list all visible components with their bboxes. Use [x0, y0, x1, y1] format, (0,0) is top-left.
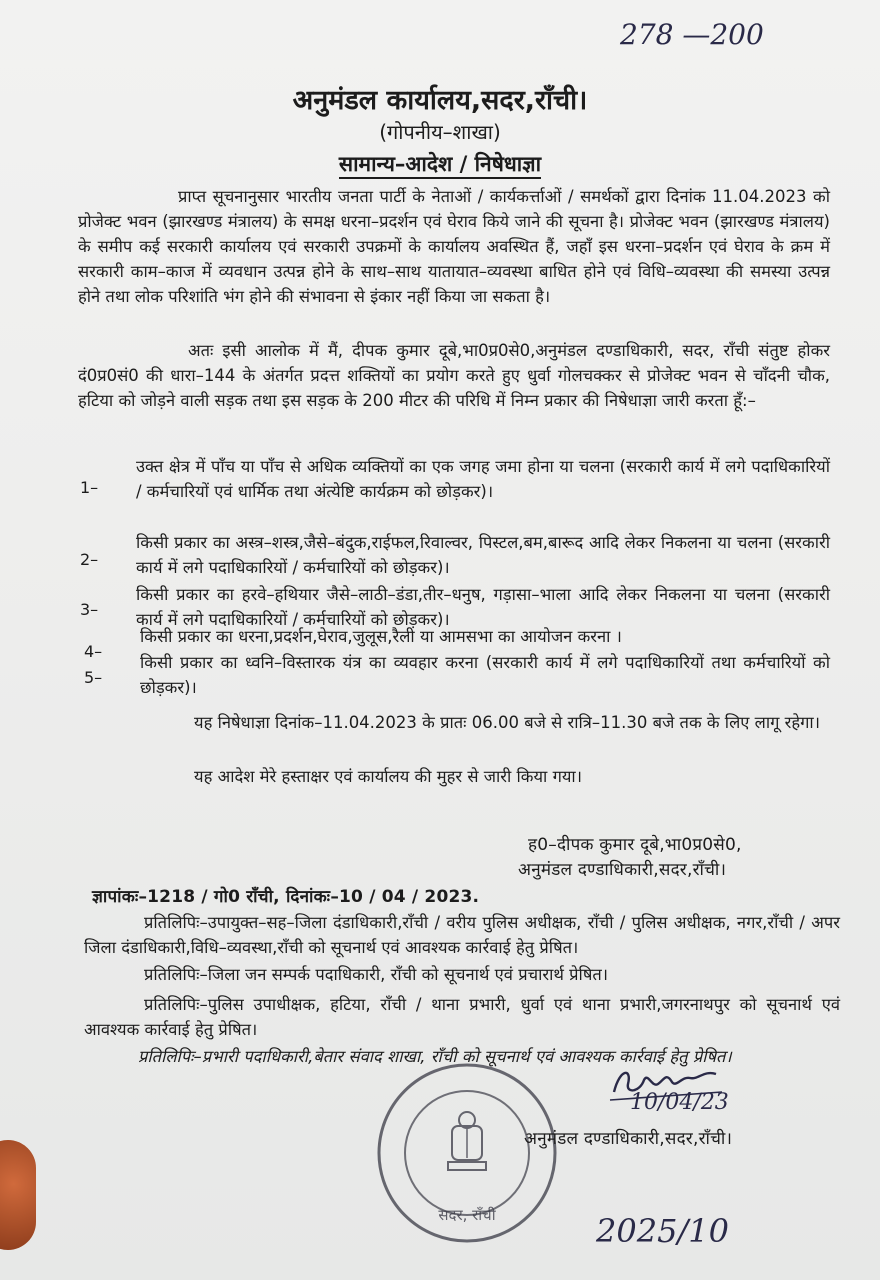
seal-text: सदर, राँची	[438, 1206, 496, 1224]
item-number: 2–	[80, 550, 99, 569]
prohibition-item: किसी प्रकार का धरना,प्रदर्शन,घेराव,जुलूस,रैली या आमसभा का आयोजन करना ।	[140, 627, 622, 646]
signatory-designation: अनुमंडल दण्डाधिकारी,सदर,राँची।	[518, 860, 727, 880]
item-number: 1–	[80, 478, 99, 497]
copy-to-4: प्रतिलिपिः–प्रभारी पदाधिकारी,बेतार संवाद शाखा, राँची को सूचनार्थ एवं आवश्यक कार्रवाई हेतु प्रेषित।	[138, 1047, 732, 1066]
prohibition-item: किसी प्रकार का हरवे–हथियार जैसे–लाठी–डंडा,तीर–धनुष, गड़ासा–भाला आदि लेकर निकलना या चलना (सरकारी कार्य में लगे पदाधिकारियों / कर्मचारियों को छोड़कर)।	[136, 585, 830, 629]
emblem-icon	[448, 1112, 486, 1170]
signatory-name: ह0–दीपक कुमार दूबे,भा0प्र0से0,	[528, 835, 742, 855]
copy-to-1: प्रतिलिपिः–उपायुक्त–सह–जिला दंडाधिकारी,राँची / वरीय पुलिस अधीक्षक, राँची / पुलिस अधीक्षक, नगर,राँची / अपर जिला दंडाधिकारी,विधि–व्यवस्था,राँची को सूचनार्थ एवं आवश्यक कार्रवाई हेतु प्रेषित।	[84, 913, 840, 957]
prohibition-item: किसी प्रकार का अस्त्र–शस्त्र,जैसे–बंदुक,राईफल,रिवाल्वर, पिस्टल,बम,बारूद आदि लेकर निकलना या चलना (सरकारी कार्य में लगे पदाधिकारियों / कर्मचारियों को छोड़कर)।	[136, 533, 830, 577]
section-heading: (गोपनीय–शाखा)	[379, 120, 501, 144]
memo-number: ज्ञापांकः–1218 / गो0 राँची, दिनांकः–10 / 04 / 2023.	[92, 887, 480, 907]
item-number: 3–	[80, 600, 99, 619]
validity-statement: यह निषेधाज्ञा दिनांक–11.04.2023 के प्रातः 06.00 बजे से रात्रि–11.30 बजे तक के लिए लागू रहेगा।	[194, 713, 820, 732]
paragraph-order: अतः इसी आलोक में मैं, दीपक कुमार दूबे,भा0प्र0से0,अनुमंडल दण्डाधिकारी, सदर, राँची संतुष्ट होकर दं0प्र0सं0 की धारा–144 के अंतर्गत प्रदत्त शक्तियों का प्रयोग करते हुए धुर्वा गोलचक्कर से प्रोजेक्ट भवन से चाँदनी चौक, हटिया को जोड़ने वाली सड़क तथा इस सड़क के 200 मीटर की परिधि में निम्न प्रकार की निषेधाज्ञा जारी करता हूँ:–	[78, 341, 830, 410]
copy-to-3: प्रतिलिपिः–पुलिस उपाधीक्षक, हटिया, राँची / थाना प्रभारी, धुर्वा एवं थाना प्रभारी,जगरनाथपुर को सूचनार्थ एवं आवश्यक कार्रवाई हेतु प्रेषित।	[84, 995, 840, 1039]
signature-date: 10/04/23	[630, 1090, 729, 1115]
copy-to-2: प्रतिलिपिः–जिला जन सम्पर्क पदाधिकारी, राँची को सूचनार्थ एवं प्रचारार्थ प्रेषित।	[144, 965, 609, 984]
prohibition-item: उक्त क्षेत्र में पाँच या पाँच से अधिक व्यक्तियों का एक जगह जमा होना या चलना (सरकारी कार्य में लगे पदाधिकारियों / कर्मचारियों एवं धार्मिक तथा अंत्येष्टि कार्यक्रम को छोड़कर)।	[136, 457, 830, 501]
office-heading: अनुमंडल कार्यालय,सदर,राँची।	[292, 85, 588, 116]
handwritten-bottom-note: 2025/10	[596, 1212, 729, 1250]
paragraph-information: प्राप्त सूचनानुसार भारतीय जनता पार्टी के नेताओं / कार्यकर्त्ताओं / समर्थकों द्वारा दिनांक 11.04.2023 को प्रोजेक्ट भवन (झारखण्ड मंत्रालय) के समक्ष धरना–प्रदर्शन एवं घेराव किये जाने की सूचना है। प्रोजेक्ट भवन (झारखण्ड मंत्रालय) के समीप कई सरकारी कार्यालय एवं सरकारी उपक्रमों के कार्यालय अवस्थित हैं, जहाँ इस धरना–प्रदर्शन एवं घेराव के क्रम में सरकारी काम–काज में व्यवधान उत्पन्न होने के साथ–साथ यातायात–व्यवस्था बाधित होने एवं विधि–व्यवस्था की समस्या उत्पन्न होने तथा लोक परिशांति भंग होने की संभावना से इंकार नहीं किया जा सकता है।	[78, 187, 830, 306]
final-designation: अनुमंडल दण्डाधिकारी,सदर,राँची।	[524, 1129, 733, 1149]
item-number: 5–	[84, 668, 103, 687]
item-number: 4–	[84, 642, 103, 661]
handwritten-page-number: 278 —200	[620, 18, 764, 51]
official-seal	[372, 1058, 562, 1248]
prohibition-item: किसी प्रकार का ध्वनि–विस्तारक यंत्र का व्यवहार करना (सरकारी कार्य में लगे पदाधिकारियों तथा कर्मचारियों को छोड़कर)।	[140, 653, 830, 697]
finger-thumb	[0, 1140, 36, 1250]
order-title: सामान्य–आदेश / निषेधाज्ञा	[0, 150, 880, 178]
issued-statement: यह आदेश मेरे हस्ताक्षर एवं कार्यालय की मुहर से जारी किया गया।	[194, 767, 582, 786]
